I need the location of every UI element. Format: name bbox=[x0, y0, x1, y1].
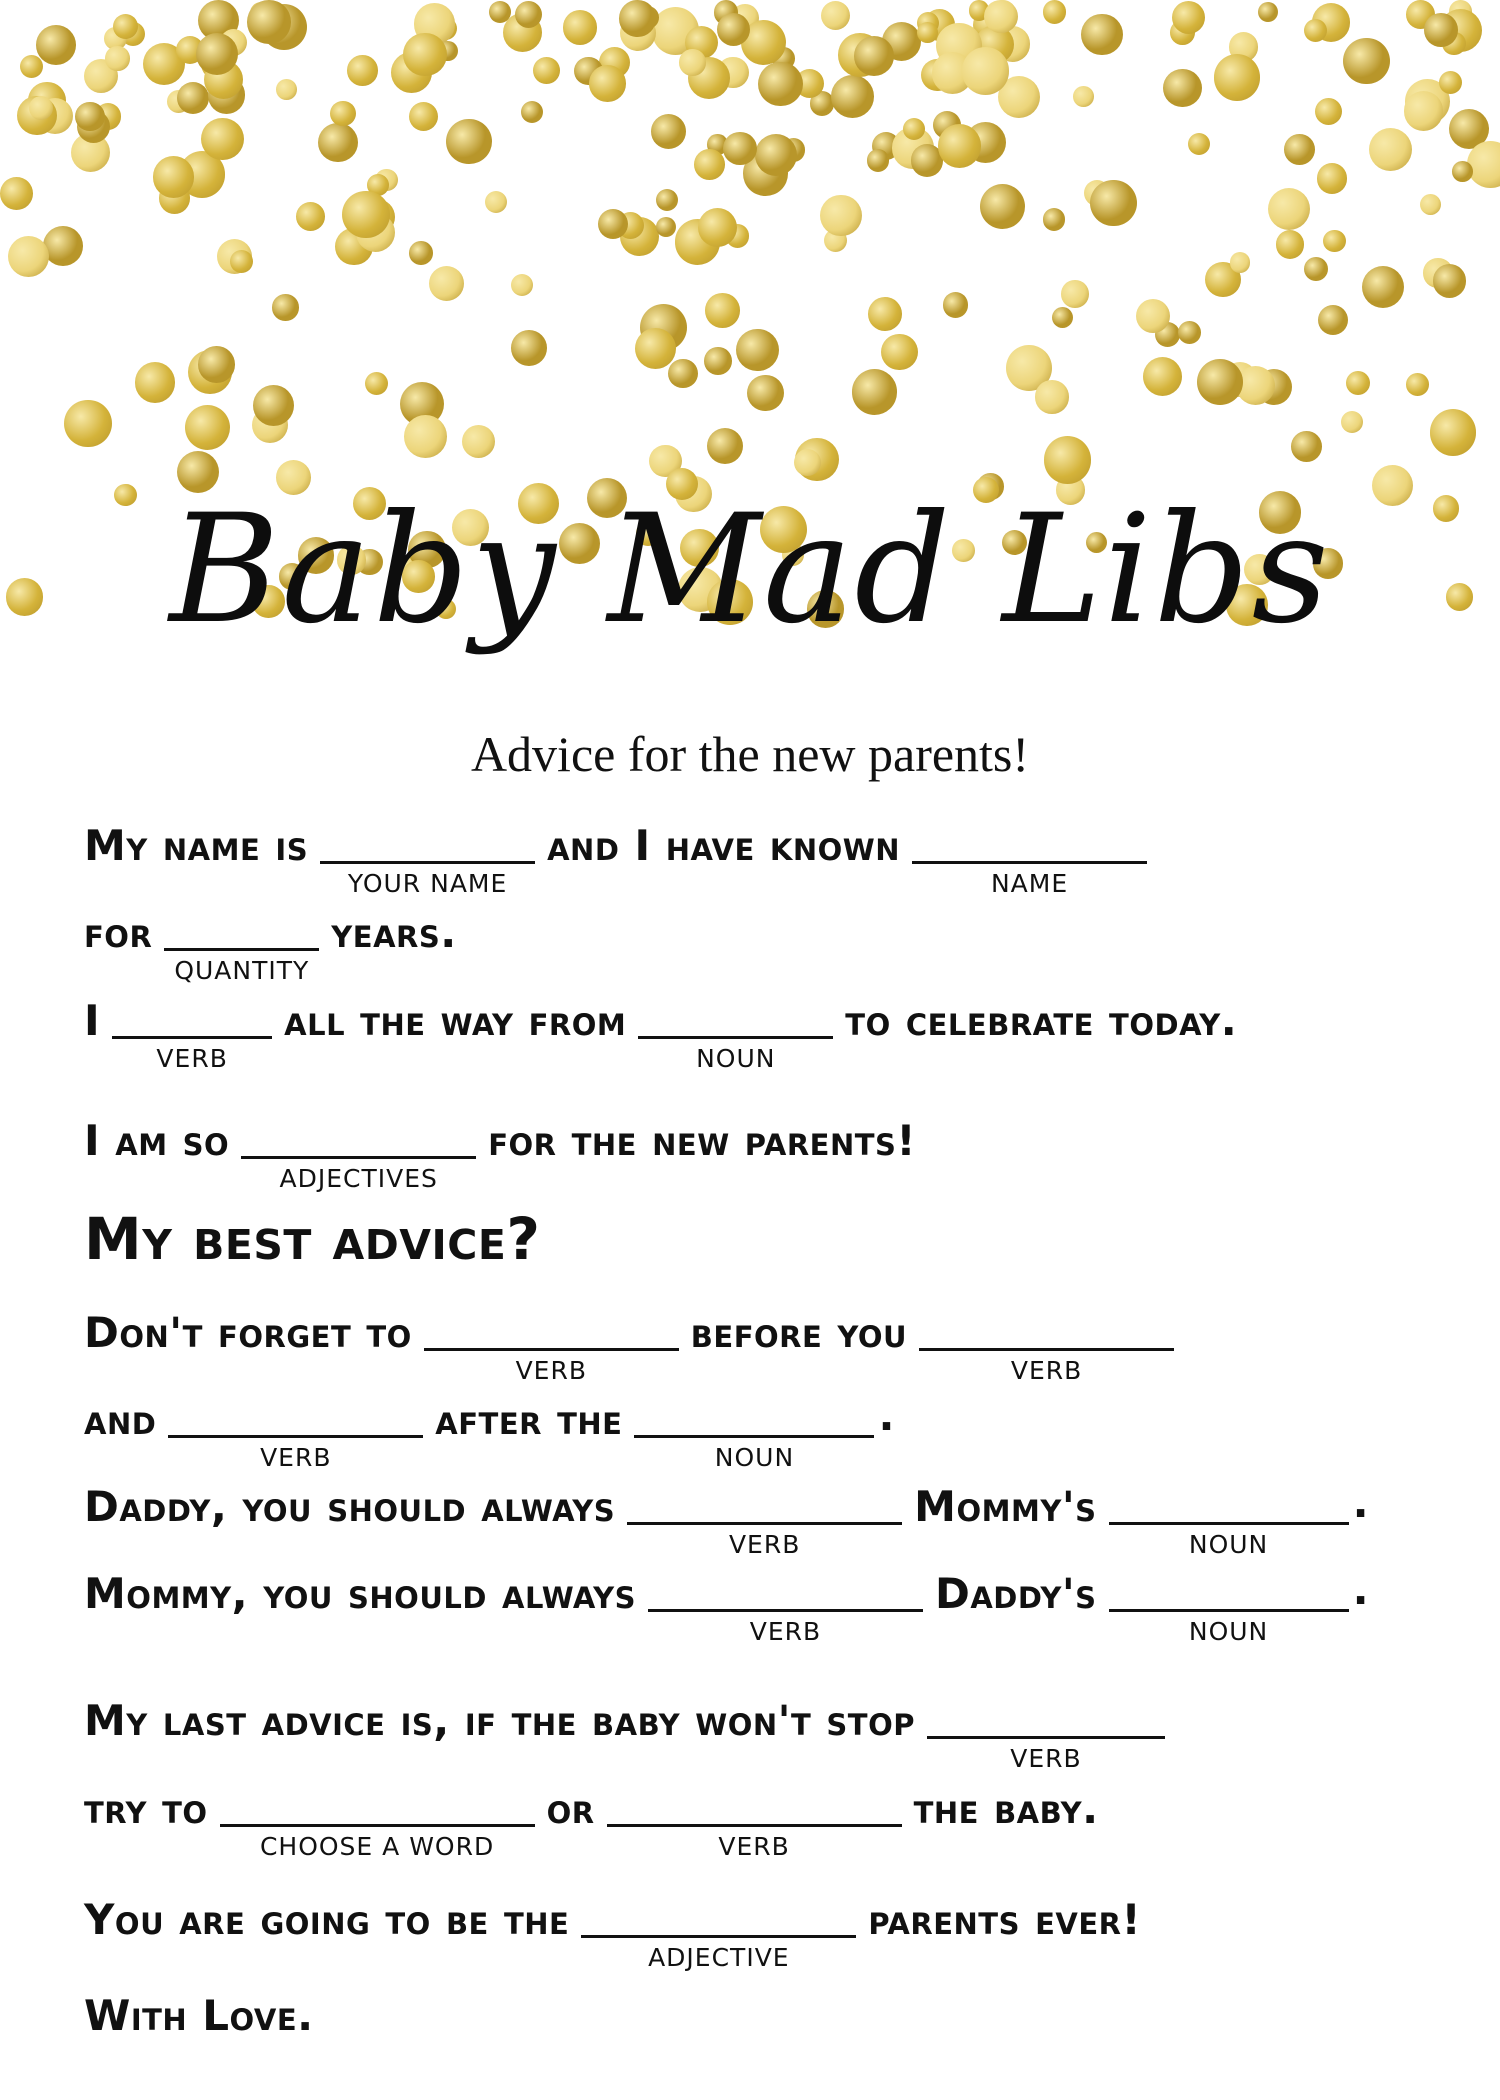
line-text: for bbox=[84, 908, 153, 957]
confetti-dot bbox=[881, 334, 917, 370]
line-text: Daddy's bbox=[934, 1569, 1097, 1618]
confetti-dot bbox=[446, 119, 491, 164]
punctuation: . bbox=[878, 1391, 895, 1440]
confetti-dot bbox=[330, 101, 355, 126]
confetti-dot bbox=[318, 123, 357, 162]
confetti-dot bbox=[1081, 14, 1123, 56]
confetti-dot bbox=[29, 96, 53, 120]
line-text: I bbox=[84, 996, 101, 1045]
line-text: the baby. bbox=[913, 1784, 1099, 1833]
blank-hint-label: ADJECTIVES bbox=[279, 1164, 438, 1193]
confetti-dot bbox=[635, 328, 676, 369]
line-text: for the new parents! bbox=[488, 1116, 917, 1165]
confetti-dot bbox=[589, 65, 626, 102]
line-text: and bbox=[84, 1395, 157, 1444]
fill-in-blank[interactable] bbox=[927, 1698, 1165, 1773]
confetti-dot bbox=[153, 156, 194, 197]
confetti-dot bbox=[619, 0, 655, 36]
blank-hint-label: VERB bbox=[1010, 1744, 1082, 1773]
confetti-dot bbox=[1197, 359, 1243, 405]
blank-hint-label: NOUN bbox=[1188, 1530, 1269, 1559]
line-text: Don't forget to bbox=[84, 1308, 412, 1357]
confetti-dot bbox=[1317, 163, 1347, 193]
confetti-dot bbox=[511, 274, 534, 297]
confetti-dot bbox=[342, 191, 390, 239]
confetti-dot bbox=[1258, 2, 1279, 23]
confetti-dot bbox=[1315, 98, 1342, 125]
line-text: after the bbox=[435, 1395, 623, 1444]
fill-in-blank[interactable] bbox=[112, 998, 272, 1073]
confetti-dot bbox=[1343, 38, 1389, 84]
confetti-dot bbox=[1136, 299, 1170, 333]
line-text: With Love. bbox=[84, 1991, 314, 2040]
confetti-dot bbox=[105, 46, 129, 70]
confetti-dot bbox=[1178, 321, 1201, 344]
confetti-dot bbox=[563, 10, 598, 45]
confetti-dot bbox=[1433, 264, 1466, 297]
confetti-dot bbox=[196, 33, 238, 75]
confetti-dot bbox=[598, 209, 628, 239]
madlib-line bbox=[84, 1991, 326, 2040]
blank-hint-label: VERB bbox=[728, 1530, 801, 1559]
confetti-dot bbox=[20, 55, 43, 78]
madlib-line bbox=[84, 1391, 895, 1472]
confetti-dot bbox=[736, 329, 778, 371]
confetti-dot bbox=[8, 236, 50, 278]
confetti-dot bbox=[1341, 411, 1363, 433]
confetti-dot bbox=[135, 362, 176, 403]
confetti-dot bbox=[656, 189, 678, 211]
confetti-dot bbox=[854, 36, 894, 76]
confetti-dot bbox=[1318, 305, 1348, 335]
confetti-dot bbox=[409, 241, 433, 265]
fill-in-blank[interactable] bbox=[581, 1897, 856, 1972]
confetti-dot bbox=[185, 405, 230, 450]
confetti-dot bbox=[1467, 141, 1500, 188]
blank-hint-label: CHOOSE A WORD bbox=[259, 1832, 495, 1861]
confetti-dot bbox=[723, 132, 756, 165]
confetti-dot bbox=[755, 134, 797, 176]
confetti-dot bbox=[1424, 13, 1458, 47]
confetti-dot bbox=[1230, 252, 1251, 273]
confetti-dot bbox=[462, 425, 495, 458]
confetti-dot bbox=[1163, 69, 1202, 108]
confetti-dot bbox=[1452, 161, 1473, 182]
confetti-dot bbox=[707, 428, 743, 464]
confetti-dot bbox=[409, 102, 438, 131]
confetti-dot bbox=[868, 297, 902, 331]
confetti-dot bbox=[43, 226, 83, 266]
line-text: You are going to be the bbox=[84, 1895, 570, 1944]
confetti-dot bbox=[705, 293, 739, 327]
line-text: My last advice is, if the baby won't stop bbox=[84, 1696, 915, 1745]
blank-hint-label: NOUN bbox=[1188, 1617, 1269, 1646]
blank-hint-label: VERB bbox=[1010, 1356, 1083, 1385]
line-text: years. bbox=[331, 908, 457, 957]
confetti-dot bbox=[694, 149, 725, 180]
fill-in-blank[interactable] bbox=[607, 1786, 902, 1861]
confetti-dot bbox=[1406, 373, 1429, 396]
fill-in-blank[interactable] bbox=[241, 1118, 476, 1193]
blank-hint-label: YOUR NAME bbox=[347, 869, 508, 898]
line-text: parents ever! bbox=[868, 1895, 1142, 1944]
line-text: Daddy, you should always bbox=[84, 1482, 616, 1531]
madlib-line bbox=[84, 821, 1159, 898]
confetti-dot bbox=[984, 0, 1017, 33]
confetti-dot bbox=[1304, 257, 1328, 281]
madlib-line bbox=[84, 1478, 1369, 1559]
fill-in-blank[interactable] bbox=[220, 1786, 535, 1861]
confetti-dot bbox=[1073, 86, 1094, 107]
confetti-dot bbox=[1143, 357, 1182, 396]
confetti-dot bbox=[247, 0, 291, 44]
fill-in-blank[interactable] bbox=[320, 823, 535, 898]
blank-hint-label: NOUN bbox=[714, 1443, 795, 1472]
confetti-dot bbox=[1304, 19, 1327, 42]
confetti-dot bbox=[1172, 1, 1205, 34]
confetti-dot bbox=[704, 347, 732, 375]
confetti-dot bbox=[272, 294, 299, 321]
line-text: before you bbox=[690, 1308, 908, 1357]
page-subtitle: Advice for the new parents! bbox=[470, 726, 1030, 782]
confetti-dot bbox=[917, 22, 938, 43]
fill-in-blank[interactable] bbox=[638, 998, 833, 1073]
confetti-dot bbox=[1323, 230, 1345, 252]
confetti-dot bbox=[1284, 134, 1315, 165]
confetti-dot bbox=[198, 346, 234, 382]
blank-hint-label: NOUN bbox=[696, 1044, 776, 1073]
confetti-dot bbox=[962, 47, 1010, 95]
confetti-dot bbox=[980, 184, 1025, 229]
fill-in-blank[interactable] bbox=[919, 1310, 1174, 1385]
punctuation: . bbox=[1352, 1478, 1369, 1527]
fill-in-blank[interactable] bbox=[912, 823, 1147, 898]
confetti-dot bbox=[485, 191, 507, 213]
line-text: to celebrate today. bbox=[845, 996, 1238, 1045]
fill-in-blank[interactable] bbox=[164, 910, 319, 985]
confetti-dot bbox=[1369, 128, 1412, 171]
confetti-dot bbox=[0, 177, 33, 210]
madlib-line bbox=[84, 1895, 1153, 1972]
confetti-dot bbox=[1404, 91, 1444, 131]
line-text: or bbox=[546, 1784, 595, 1833]
confetti-dot bbox=[276, 79, 297, 100]
confetti-dot bbox=[36, 25, 76, 65]
confetti-dot bbox=[1346, 371, 1370, 395]
madlib-line bbox=[84, 996, 1249, 1073]
confetti-dot bbox=[75, 102, 105, 132]
madlib-line bbox=[84, 1565, 1369, 1646]
confetti-dot bbox=[365, 372, 388, 395]
confetti-dot bbox=[1420, 194, 1441, 215]
confetti-dot bbox=[717, 13, 750, 46]
confetti-dot bbox=[404, 415, 447, 458]
confetti-dot bbox=[821, 1, 850, 30]
confetti-dot bbox=[668, 359, 697, 388]
confetti-dot bbox=[230, 250, 253, 273]
blank-hint-label: NAME bbox=[990, 869, 1069, 898]
confetti-dot bbox=[1061, 280, 1089, 308]
confetti-dot bbox=[1188, 133, 1210, 155]
blank-hint-label: ADJECTIVE bbox=[648, 1943, 790, 1972]
fill-in-blank[interactable] bbox=[648, 1571, 923, 1646]
confetti-dot bbox=[347, 55, 377, 85]
confetti-dot bbox=[403, 33, 447, 77]
line-text: try to bbox=[84, 1784, 208, 1833]
confetti-dot bbox=[1052, 307, 1074, 329]
confetti-dot bbox=[943, 292, 968, 317]
confetti-dot bbox=[253, 385, 294, 426]
confetti-dot bbox=[533, 57, 560, 84]
fill-in-blank[interactable] bbox=[1109, 1571, 1349, 1646]
confetti-dot bbox=[1276, 230, 1304, 258]
confetti-dot bbox=[1430, 409, 1476, 455]
confetti-dot bbox=[758, 62, 803, 107]
fill-in-blank[interactable] bbox=[168, 1397, 423, 1472]
line-text: I am so bbox=[84, 1116, 230, 1165]
confetti-dot bbox=[831, 75, 874, 118]
blank-hint-label: VERB bbox=[156, 1044, 228, 1073]
confetti-dot bbox=[1291, 431, 1322, 462]
confetti-dot bbox=[698, 208, 737, 247]
confetti-dot bbox=[679, 49, 705, 75]
confetti-dot bbox=[656, 217, 676, 237]
confetti-dot bbox=[1090, 180, 1137, 227]
confetti-dot bbox=[429, 266, 464, 301]
confetti-dot bbox=[1268, 188, 1310, 230]
confetti-dot bbox=[1214, 54, 1260, 100]
confetti-dot bbox=[296, 202, 325, 231]
confetti-dot bbox=[201, 118, 243, 160]
blank-hint-label: VERB bbox=[718, 1832, 790, 1861]
blank-hint-label: VERB bbox=[749, 1617, 822, 1646]
line-text: Mommy's bbox=[914, 1482, 1097, 1531]
madlib-line bbox=[84, 908, 469, 985]
confetti-dot bbox=[1362, 266, 1404, 308]
fill-in-blank[interactable] bbox=[627, 1484, 902, 1559]
confetti-dot bbox=[651, 114, 686, 149]
fill-in-blank[interactable] bbox=[1109, 1484, 1349, 1559]
confetti-dot bbox=[521, 101, 543, 123]
line-text: and I have known bbox=[547, 821, 901, 870]
confetti-dot bbox=[1043, 0, 1067, 24]
line-text: My best advice? bbox=[84, 1205, 541, 1273]
fill-in-blank[interactable] bbox=[634, 1397, 874, 1472]
line-text: Mommy, you should always bbox=[84, 1569, 636, 1618]
madlib-line bbox=[84, 1308, 1186, 1385]
confetti-dot bbox=[820, 195, 861, 236]
confetti-dot bbox=[938, 124, 982, 168]
page-title: Baby Mad Libs bbox=[169, 483, 1331, 657]
confetti-dot bbox=[1035, 380, 1068, 413]
confetti-dot bbox=[511, 330, 547, 366]
confetti-dot bbox=[867, 149, 890, 172]
confetti-dot bbox=[1043, 208, 1066, 231]
confetti-dot bbox=[113, 14, 138, 39]
line-text: all the way from bbox=[284, 996, 627, 1045]
punctuation: . bbox=[1352, 1565, 1369, 1614]
confetti-dot bbox=[852, 369, 897, 414]
madlib-line bbox=[84, 1784, 1111, 1861]
blank-hint-label: VERB bbox=[515, 1356, 587, 1385]
confetti-dot bbox=[64, 400, 112, 448]
line-text: My name is bbox=[84, 821, 309, 870]
blank-hint-label: VERB bbox=[260, 1443, 332, 1472]
confetti-dot bbox=[747, 375, 783, 411]
fill-in-blank[interactable] bbox=[424, 1310, 679, 1385]
madlib-line bbox=[84, 1696, 1177, 1773]
madlib-line bbox=[84, 1116, 928, 1193]
blank-hint-label: QUANTITY bbox=[174, 956, 310, 985]
section-heading bbox=[84, 1205, 553, 1273]
confetti-dot bbox=[1439, 71, 1462, 94]
